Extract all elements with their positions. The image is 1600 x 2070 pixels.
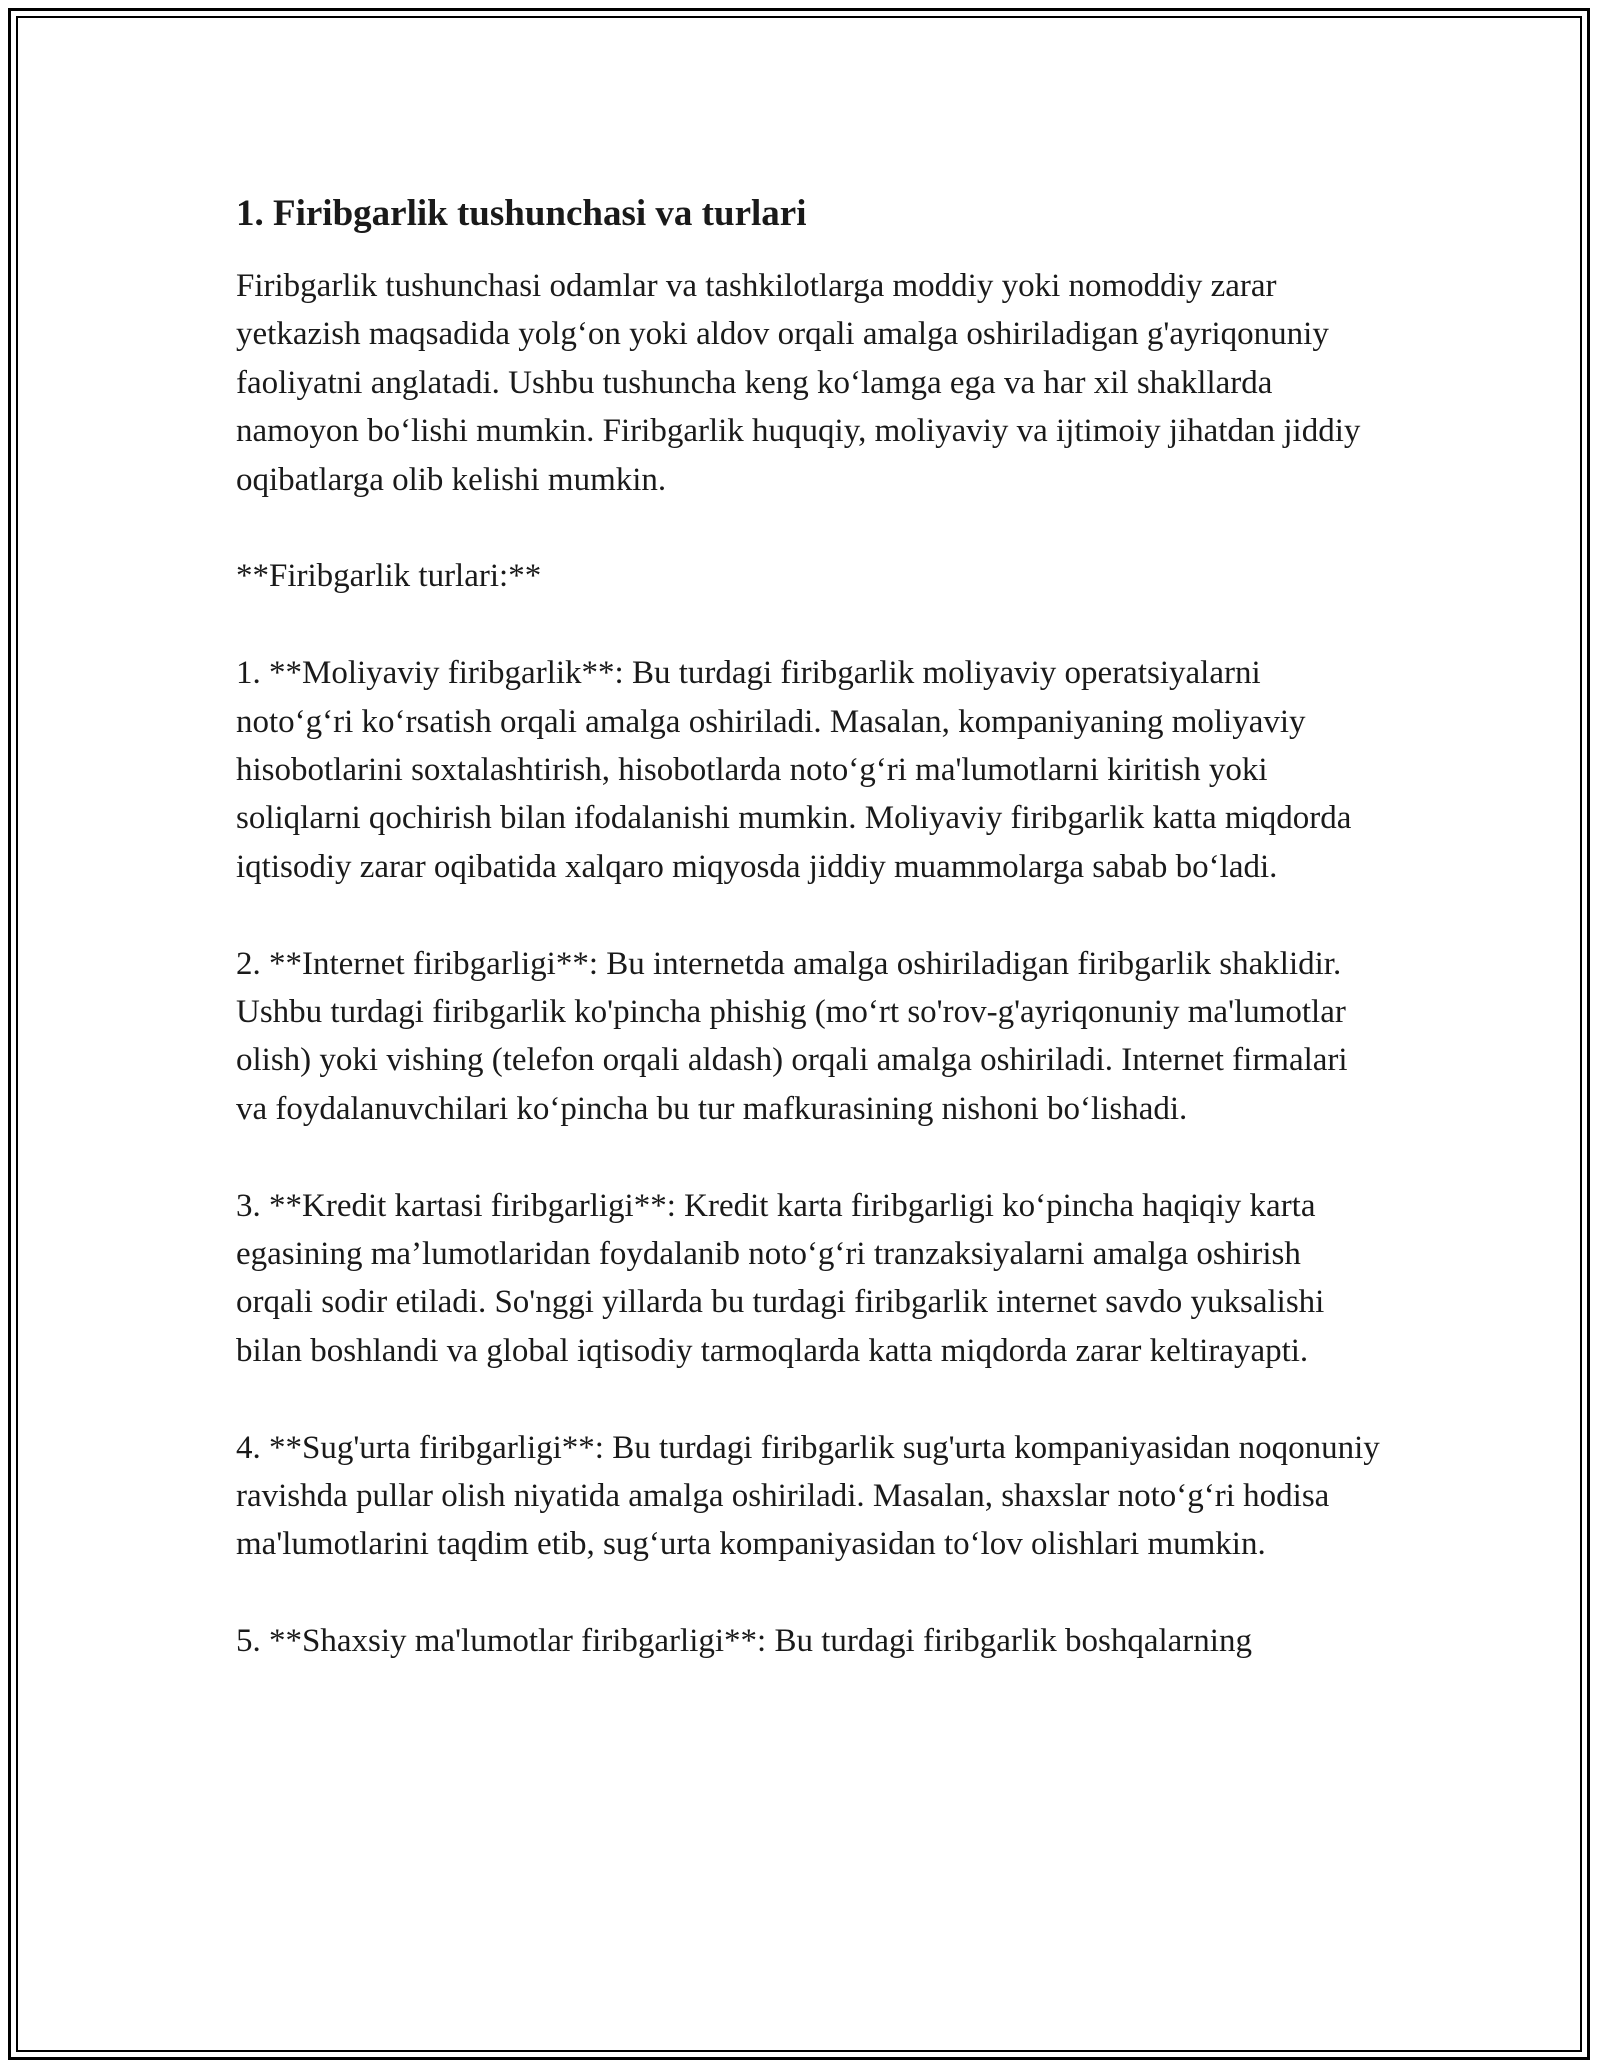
paragraph-insurance-fraud: 4. **Sug'urta firibgarligi**: Bu turdagi firibgarlik sug'urta kompaniyasidan noqonuniy ravishda pullar olish niyatida amalga oshiriladi. Masalan, shaxslar noto‘g‘ri hodisa ma'lumotlarini taqdim etib, sug‘urta kompaniyasidan to‘lov olishlari mumkin. bbox=[236, 1429, 1380, 1563]
paragraph-definition: Firibgarlik tushunchasi odamlar va tashkilotlarga moddiy yoki nomoddiy zarar yetkazish maqsadida yolg‘on yoki aldov orqali amalga oshiriladigan g'ayriqonuniy faoliyatni anglatadi. Ushbu tushuncha keng ko‘lamga ega va har xil shakllarda namoyon bo‘lishi mumkin. Firibgarlik huquqiy, moliyaviy va ijtimoiy jihatdan jiddiy oqibatlarga olib kelishi mumkin. bbox=[236, 268, 1361, 498]
section-heading: 1. Firibgarlik tushunchasi va turlari bbox=[236, 193, 807, 234]
paragraph-internet-fraud: 2. **Internet firibgarligi**: Bu internetda amalga oshiriladigan firibgarlik shaklidir. Ushbu turdagi firibgarlik ko'pincha phishig (mo‘rt so'rov-g'ayriqonuniy ma'lumotlar olish) yoki vishing (telefon orqali aldash) orqali amalga oshiriladi. Internet firmalari va foydalanuvchilari ko‘pincha bu tur mafkurasining nishoni bo‘lishadi. bbox=[236, 945, 1348, 1127]
document-body bbox=[236, 188, 1381, 1714]
paragraph-financial-fraud: 1. **Moliyaviy firibgarlik**: Bu turdagi firibgarlik moliyaviy operatsiyalarni noto‘g‘ri ko‘rsatish orqali amalga oshiriladi. Masalan, kompaniyaning moliyaviy hisobotlarini soxtalashtirish, hisobotlarda noto‘g‘ri ma'lumotlarni kiritish yoki soliqlarni qochirish bilan ifodalanishi mumkin. Moliyaviy firibgarlik katta miqdorda iqtisodiy zarar oqibatida xalqaro miqyosda jiddiy muammolarga sabab bo‘ladi. bbox=[236, 655, 1352, 885]
paragraph-types-title: **Firibgarlik turlari:** bbox=[236, 558, 542, 595]
paragraph-credit-card-fraud: 3. **Kredit kartasi firibgarligi**: Kredit karta firibgarligi ko‘pincha haqiqiy karta egasining ma’lumotlaridan foydalanib noto‘g‘ri tranzaksiyalarni amalga oshirish orqali sodir etiladi. So'nggi yillarda bu turdagi firibgarlik internet savdo yuksalishi bilan boshlandi va global iqtisodiy tarmoqlarda katta miqdorda zarar keltirayapti. bbox=[236, 1187, 1325, 1369]
paragraph-personal-data-fraud: 5. **Shaxsiy ma'lumotlar firibgarligi**: Bu turdagi firibgarlik boshqalarning bbox=[236, 1623, 1252, 1660]
